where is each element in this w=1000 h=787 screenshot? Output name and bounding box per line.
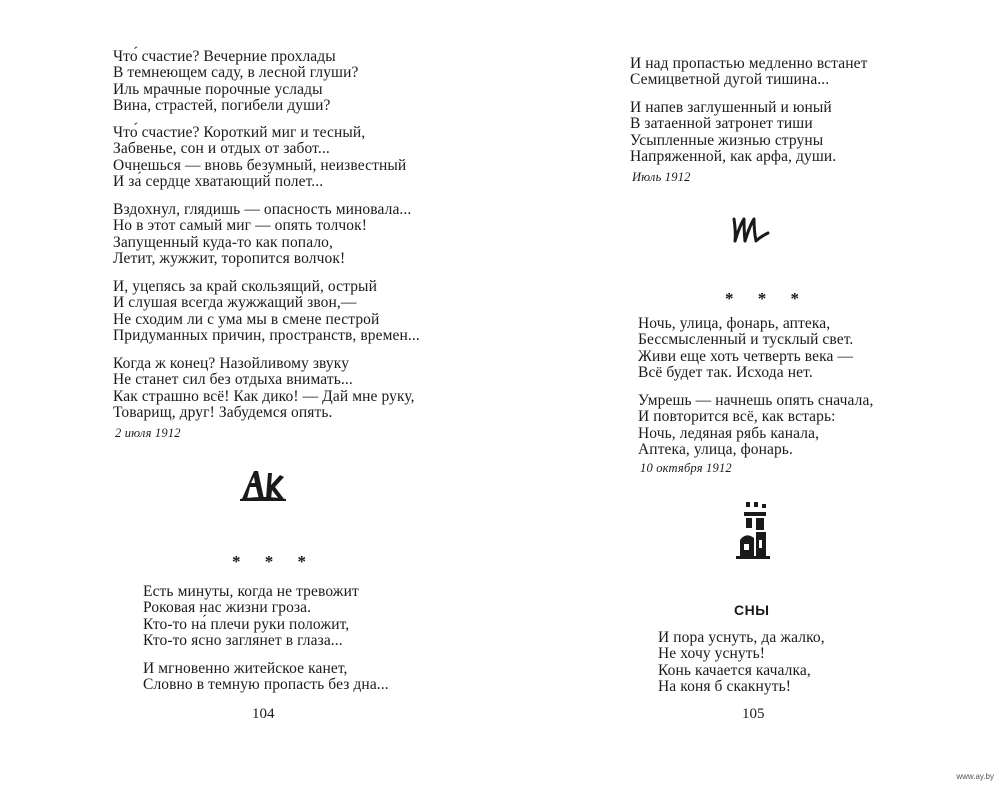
verse-line: Живи еще хоть четверть века —	[638, 347, 854, 365]
stanza	[143, 584, 359, 650]
poem-date: 2 июля 1912	[115, 426, 181, 440]
poem-date: Июль 1912	[632, 170, 691, 184]
verse-line: Усыпленные жизнью струны	[630, 131, 824, 149]
stanza	[143, 661, 389, 694]
stanza	[638, 393, 873, 459]
verse-line: На коня б скакнуть!	[658, 678, 792, 696]
verse-line: Всё будет так. Исхода нет.	[638, 364, 813, 382]
verse-line: Не хочу уснуть!	[658, 645, 766, 663]
verse-line: Умрешь — начнешь опять сначала,	[638, 392, 874, 409]
section-title: СНЫ	[734, 602, 770, 618]
verse-line: Иль мрачные порочные услады	[113, 80, 323, 98]
verse-line: Бессмысленный и тусклый свет.	[638, 331, 854, 349]
stanza	[638, 316, 853, 382]
verse-line: И слушая всегда жужжащий звон,—	[113, 294, 357, 312]
verse-line: И над пропастью медленно встанет	[630, 55, 868, 72]
verse-line: В темнеющем саду, в лесной глуши?	[113, 64, 359, 82]
verse-line: Но в этот самый миг — опять толчок!	[113, 217, 367, 235]
verse-line: Как страшно всё! Как дико! — Дай мне руку,	[113, 387, 415, 405]
verse-line: Кто-то ясно заглянет в глаза...	[143, 632, 343, 650]
verse-line: Что́ счастие? Вечерние прохлады	[113, 48, 336, 65]
verse-line: Не сходим ли с ума мы в смене пестрой	[113, 310, 380, 328]
verse-line: И мгновенно житейское канет,	[143, 660, 348, 677]
section-separator-stars: * * *	[232, 552, 316, 571]
stanza	[113, 356, 415, 422]
verse-line: Есть минуты, когда не тревожит	[143, 583, 359, 600]
verse-line: Вина, страстей, погибели души?	[113, 97, 331, 115]
verse-line: Запущенный куда-то как попало,	[113, 233, 333, 251]
stanza	[113, 202, 411, 268]
stanza	[113, 125, 406, 191]
watermark: www.ay.by	[956, 772, 994, 781]
verse-line: Кто-то на́ плечи руки положит,	[143, 615, 350, 633]
verse-line: Товарищ, друг! Забудемся опять.	[113, 404, 333, 422]
m-monogram-ornament	[732, 215, 770, 243]
stanza	[113, 49, 358, 115]
page-number: 104	[252, 706, 275, 722]
verse-line: И повторится всё, как встарь:	[638, 408, 836, 426]
verse-line: И напев заглушенный и юный	[630, 99, 832, 116]
verse-line: Придуманных причин, пространств, времен...	[113, 327, 420, 345]
verse-line: Летит, жужжит, торопится волчок!	[113, 250, 346, 268]
verse-line: Ночь, улица, фонарь, аптека,	[638, 315, 831, 332]
verse-line: И за́ сердце хватающий полет...	[113, 173, 324, 191]
verse-line: Очнешься — вновь безумный, неизвестный	[113, 156, 407, 174]
stanza	[113, 279, 420, 345]
verse-line: Словно в темную пропасть без дна...	[143, 676, 389, 694]
verse-line: Конь качается качалка,	[658, 661, 811, 679]
ak-monogram-ornament	[240, 467, 286, 501]
stanza	[658, 630, 825, 696]
stanza	[630, 56, 867, 89]
verse-line: И, уцепясь за край скользящий, острый	[113, 278, 377, 295]
section-separator-stars: * * *	[725, 289, 809, 308]
page-number: 105	[742, 706, 765, 722]
verse-line: Вздохнул, глядишь — опасность миновала...	[113, 201, 412, 218]
verse-line: Не станет сил без отдыха внимать...	[113, 371, 353, 389]
verse-line: Что́ счастие? Короткий миг и тесный,	[113, 124, 366, 141]
verse-line: Аптека, улица, фонарь.	[638, 441, 793, 459]
poem-date: 10 октября 1912	[640, 461, 732, 475]
verse-line: Ночь, ледяная рябь канала,	[638, 424, 820, 442]
verse-line: Когда ж конец? Назойливому звуку	[113, 355, 350, 372]
verse-line: Роковая нас жизни гроза.	[143, 599, 312, 617]
verse-line: В затаенной затронет тиши	[630, 115, 813, 133]
verse-line: Забвенье, сон и отдых от забот...	[113, 140, 330, 158]
right-page	[500, 0, 1000, 787]
stanza	[630, 100, 836, 166]
verse-line: И пора уснуть, да жалко,	[658, 629, 825, 646]
verse-line: Семицветной дугой тишина...	[630, 71, 830, 89]
castle-ornament	[736, 500, 772, 560]
verse-line: Напряженной, как арфа, души.	[630, 148, 837, 166]
